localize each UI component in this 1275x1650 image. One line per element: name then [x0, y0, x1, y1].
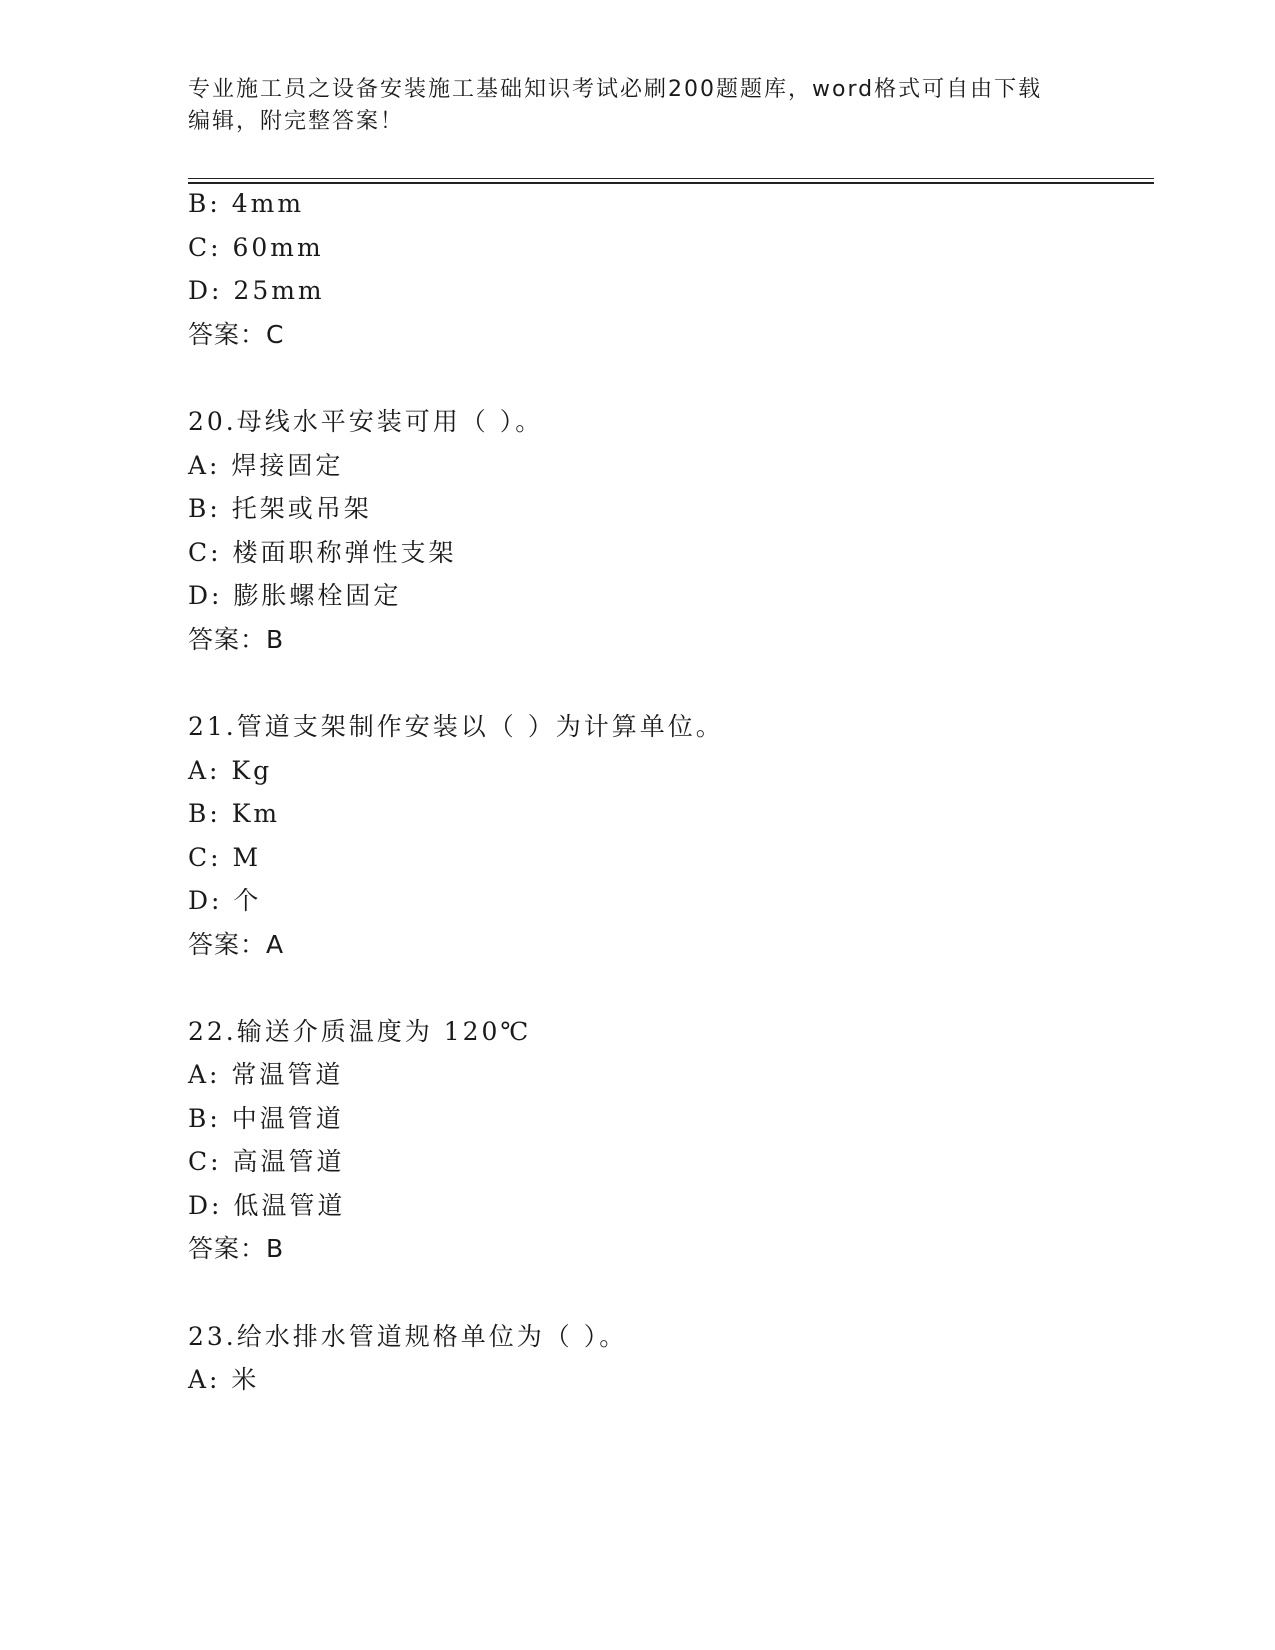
- answer: 答案：C: [188, 320, 285, 349]
- option-a: A: 焊接固定: [188, 451, 344, 480]
- answer: 答案：A: [188, 930, 285, 959]
- header-divider-thin: [188, 178, 1154, 179]
- option-b: B: 托架或吊架: [188, 494, 372, 523]
- document-title-line-2: 编辑，附完整答案！: [188, 109, 405, 134]
- question-stem: 20.母线水平安装可用（ ）。: [188, 407, 544, 436]
- option-b: B: Km: [188, 799, 281, 828]
- option-a: A: 米: [188, 1365, 260, 1394]
- answer: 答案：B: [188, 625, 285, 654]
- header-divider-thick: [188, 182, 1154, 184]
- option-a: A: 常温管道: [188, 1060, 344, 1089]
- option-c: C: M: [188, 843, 262, 872]
- option-d: D: 低温管道: [188, 1191, 346, 1220]
- question-stem: 21.管道支架制作安装以（ ）为计算单位。: [188, 712, 724, 741]
- option-d: D: 个: [188, 886, 262, 915]
- option-c: C: 高温管道: [188, 1147, 345, 1176]
- option-d: D: 膨胀螺栓固定: [188, 581, 402, 610]
- option-a: A: Kg: [188, 756, 273, 785]
- option-b: B: 中温管道: [188, 1104, 344, 1133]
- option-b: B: 4mm: [188, 189, 305, 218]
- option-d: D: 25mm: [188, 276, 325, 305]
- document-title-line-1: 专业施工员之设备安装施工基础知识考试必刷200题题库，word格式可自由下载: [188, 77, 1043, 102]
- question-stem: 23.给水排水管道规格单位为（ ）。: [188, 1322, 628, 1351]
- answer: 答案：B: [188, 1234, 285, 1263]
- option-c: C: 60mm: [188, 233, 324, 262]
- option-c: C: 楼面职称弹性支架: [188, 538, 457, 567]
- question-stem: 22.输送介质温度为 120℃: [188, 1017, 532, 1046]
